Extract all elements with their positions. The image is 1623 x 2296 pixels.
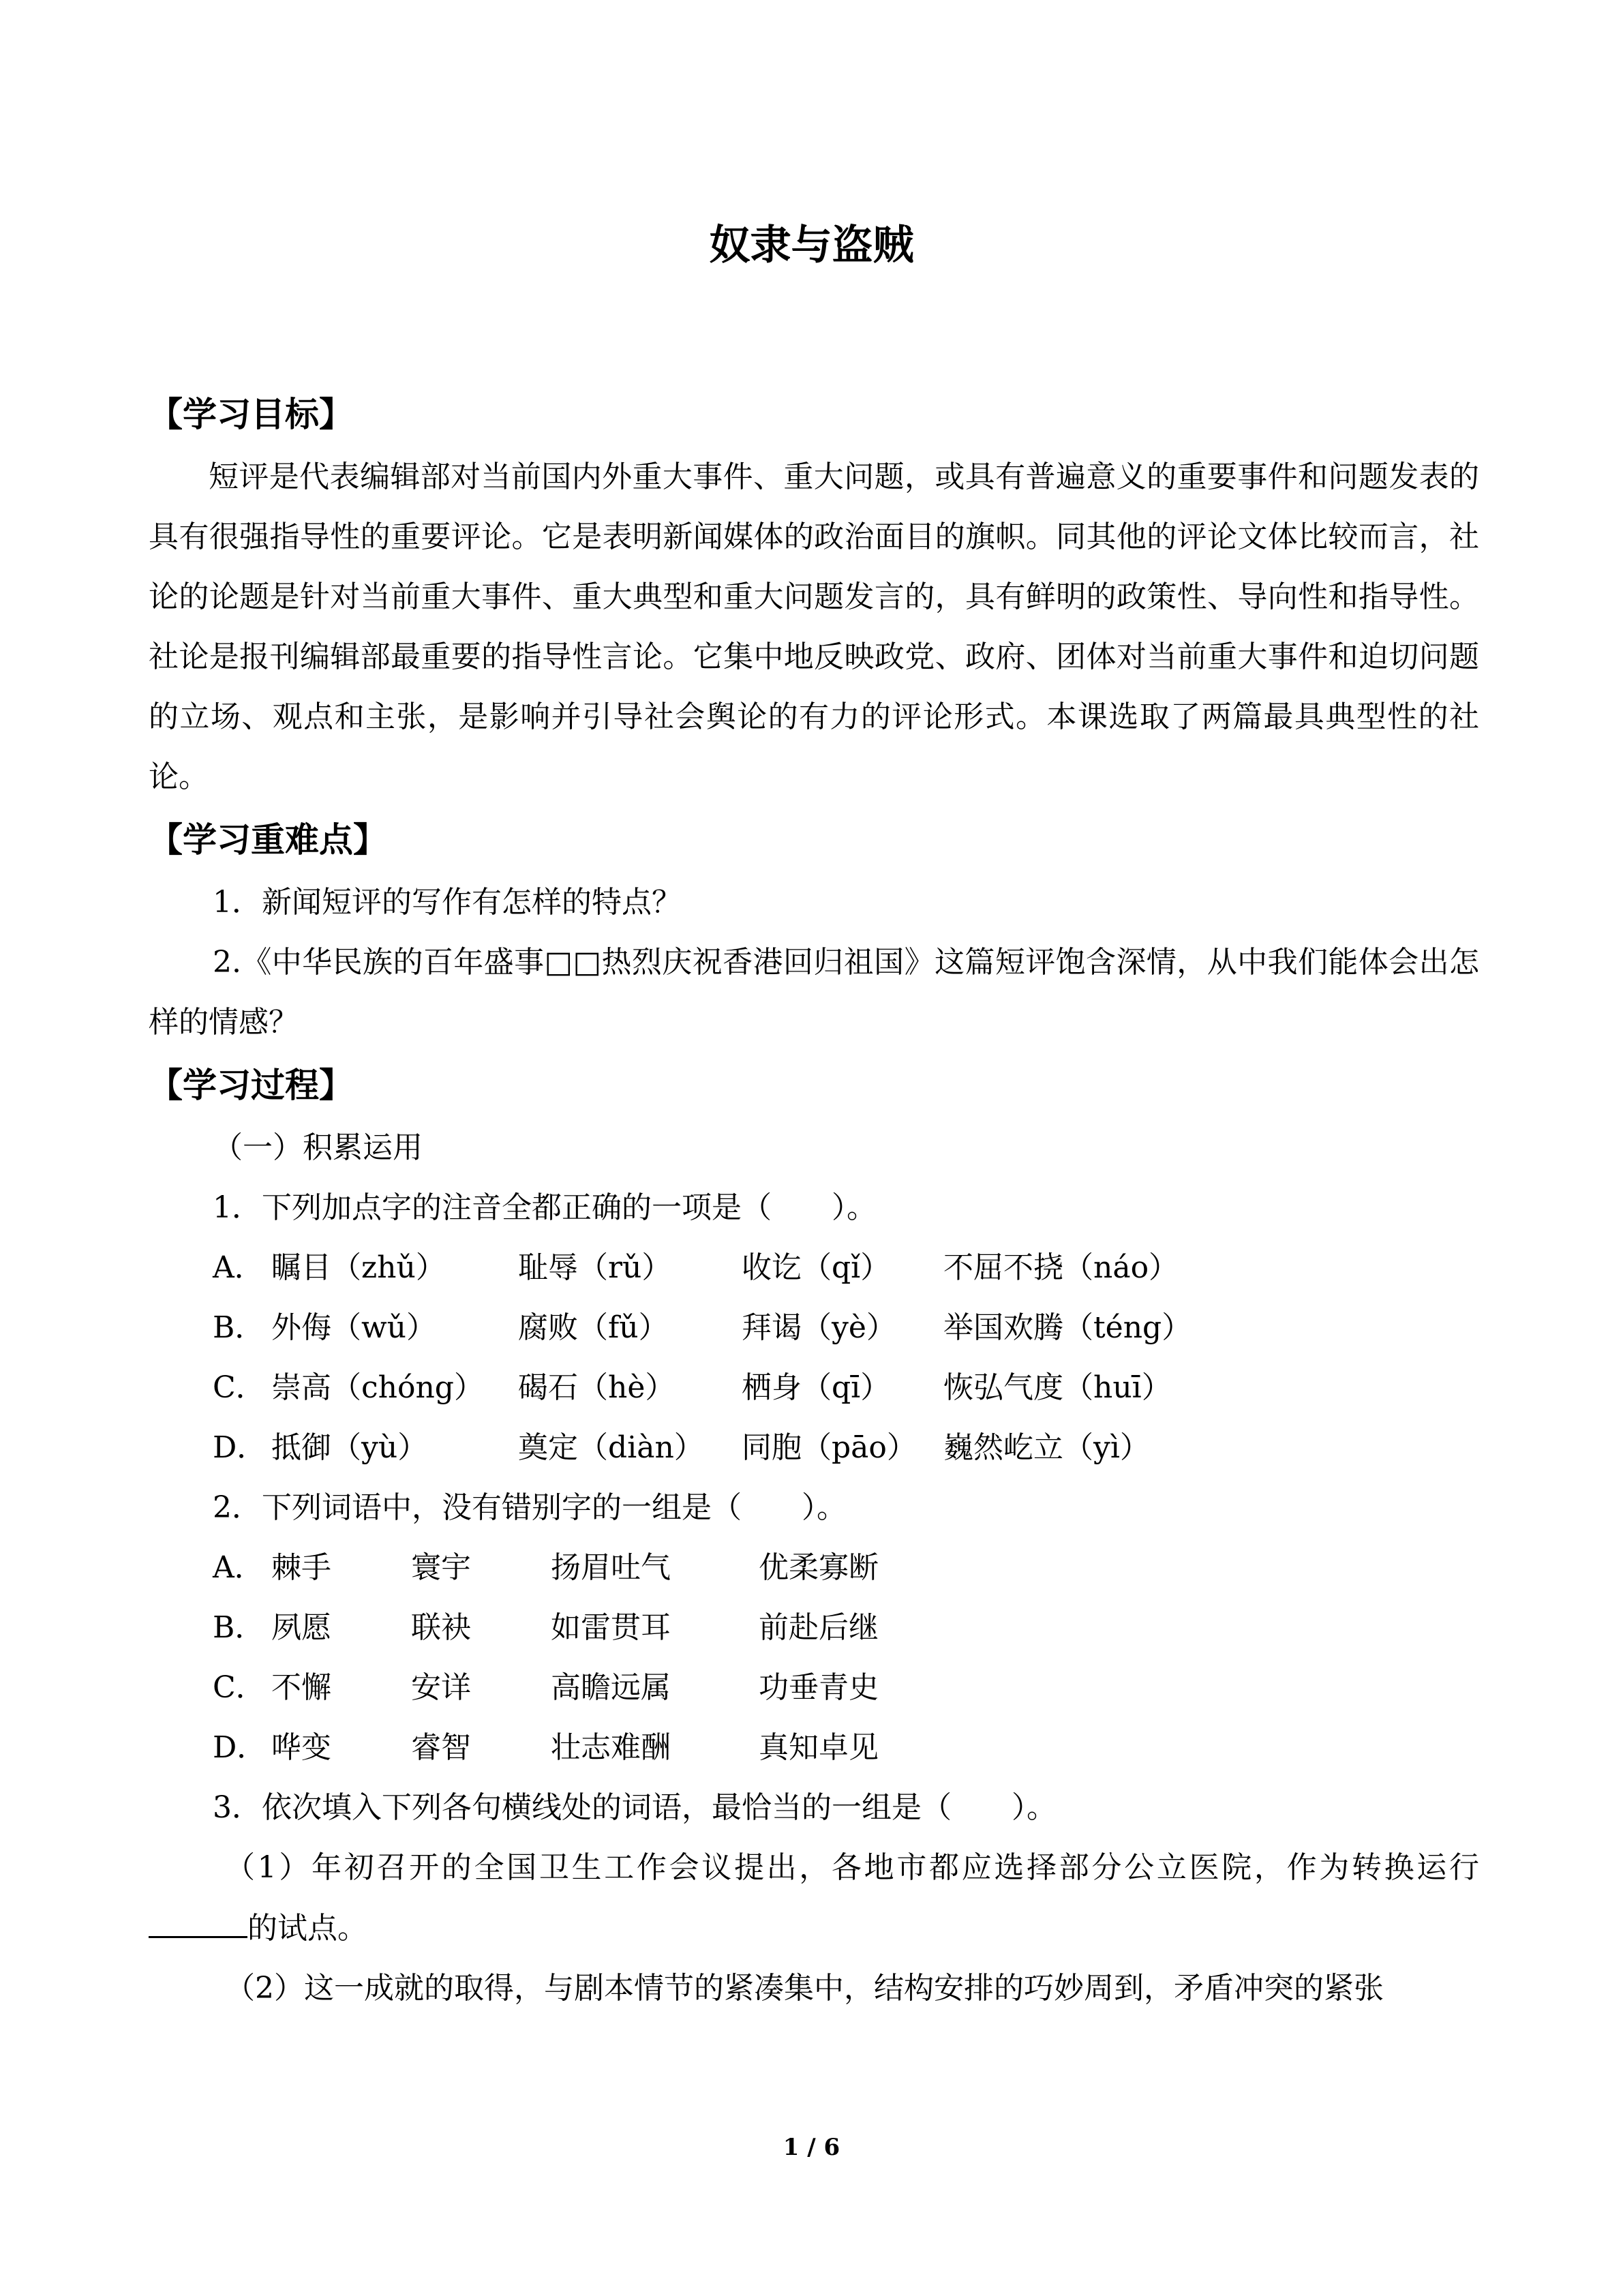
question-3-sentence-2: （2）这一成就的取得，与剧本情节的紧凑集中，结构安排的巧妙周到，矛盾冲突的紧张: [225, 1971, 1384, 2006]
section-heading-goal: 【学习目标】: [149, 395, 353, 434]
question-2-option-c: C． 不懈 安详 高瞻远属 功垂青史: [213, 1670, 879, 1705]
process-subheading: （一）积累运用: [213, 1130, 423, 1165]
question-1-option-c: C． 崇高（chóng） 碣石（hè） 栖身（qī） 恢弘气度（huī）: [213, 1370, 1172, 1405]
question-3-sentence-1: （1）年初召开的全国卫生工作会议提出，各地市都应选择部分公立医院，作为转换运行的试点。: [149, 1838, 1479, 1959]
question-2-option-d: D． 哗变 睿智 壮志难酬 真知卓见: [213, 1730, 879, 1765]
question-1-stem: 1．下列加点字的注音全都正确的一项是（ ）。: [213, 1190, 877, 1225]
document-body: [149, 382, 1479, 2019]
question-2-stem: 2．下列词语中，没有错别字的一组是（ ）。: [213, 1490, 847, 1525]
question-2-option-b: B． 夙愿 联袂 如雷贯耳 前赴后继: [213, 1610, 879, 1645]
key-item-2: 2.《中华民族的百年盛事□□热烈庆祝香港回归祖国》这篇短评饱含深情，从中我们能体会出怎样的情感？: [149, 945, 1479, 1040]
question-1-option-d: D． 抵御（yù） 奠定（diàn） 同胞（pāo） 巍然屹立（yì）: [213, 1430, 1150, 1465]
question-1-option-b: B． 外侮（wǔ） 腐败（fǔ） 拜谒（yè） 举国欢腾（téng）: [213, 1310, 1192, 1345]
section-heading-key: 【学习重难点】: [149, 820, 387, 860]
question-1-option-a: A． 瞩目（zhǔ） 耻辱（rǔ） 收讫（qǐ） 不屈不挠（náo）: [213, 1250, 1179, 1285]
page-number: 1 / 6: [783, 2134, 840, 2161]
question-2-option-a: A． 棘手 寰宇 扬眉吐气 优柔寡断: [213, 1550, 879, 1585]
answer-blank[interactable]: [149, 1898, 247, 1938]
section-heading-process: 【学习过程】: [149, 1066, 353, 1105]
goal-paragraph: 短评是代表编辑部对当前国内外重大事件、重大问题，或具有普遍意义的重要事件和问题发表的具有很强指导性的重要评论。它是表明新闻媒体的政治面目的旗帜。同其他的评论文体比较而言，社论的论题是针对当前重大事件、重大典型和重大问题发言的，具有鲜明的政策性、导向性和指导性。社论是报刊编辑部最重要的指导性言论。它集中地反映政党、政府、团体对当前重大事件和迫切问题的立场、观点和主张，是影响并引导社会舆论的有力的评论形式。本课选取了两篇最具典型性的社论。: [149, 459, 1479, 794]
question-3-stem: 3．依次填入下列各句横线处的词语，最恰当的一组是（ ）。: [213, 1790, 1057, 1825]
key-item-1: 1．新闻短评的写作有怎样的特点？: [213, 885, 682, 920]
document-title: 奴隶与盗贼: [709, 222, 914, 269]
